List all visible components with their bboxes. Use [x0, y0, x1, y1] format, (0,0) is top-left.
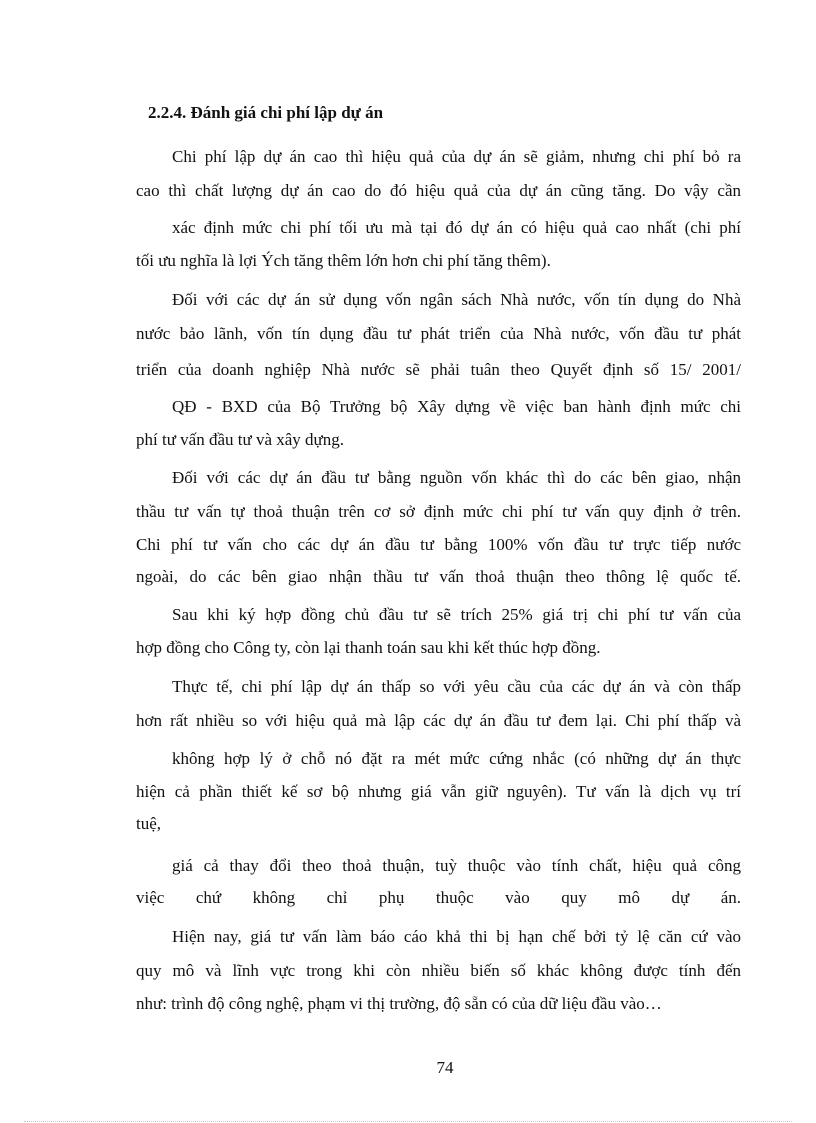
text-line: tuệ, [136, 814, 162, 833]
text-line: nước bảo lãnh, vốn tín dụng đầu tư phát triển của Nhà nước, vốn đầu tư phát [136, 324, 741, 343]
text-line: tối ưu nghĩa là lợi Ých tăng thêm lớn hơn chi phí tăng thêm). [136, 251, 551, 270]
text-line: Hiện nay, giá tư vấn làm báo cáo khả thi bị hạn chế bởi tỷ lệ căn cứ vào [172, 927, 741, 946]
text-line: xác định mức chi phí tối ưu mà tại đó dự án có hiệu quả cao nhất (chi phí [172, 218, 741, 237]
section-heading: 2.2.4. Đánh giá chi phí lập dự án [148, 103, 384, 122]
text-line: Đối với các dự án sử dụng vốn ngân sách Nhà nước, vốn tín dụng do Nhà [172, 290, 741, 309]
text-line: hợp đồng cho Công ty, còn lại thanh toán sau khi kết thúc hợp đồng. [136, 638, 601, 657]
text-line: hơn rất nhiều so với hiệu quả mà lập các dự án đầu tư đem lại. Chi phí thấp và [136, 711, 741, 730]
text-line: Sau khi ký hợp đồng chủ đầu tư sẽ trích 25% giá trị chi phí tư vấn của [172, 605, 741, 624]
text-line: cao thì chất lượng dự án cao do đó hiệu quả của dự án cũng tăng. Do vậy cần [136, 181, 741, 200]
text-line: Thực tế, chi phí lập dự án thấp so với yêu cầu của các dự án và còn thấp [172, 677, 741, 696]
text-line: Đối với các dự án đầu tư bằng nguồn vốn khác thì do các bên giao, nhận [172, 468, 741, 487]
text-line: không hợp lý ở chỗ nó đặt ra mét mức cứng nhắc (có những dự án thực [172, 749, 741, 768]
text-line: ngoài, do các bên giao nhận thầu tư vấn thoả thuận theo thông lệ quốc tế. [136, 567, 741, 586]
text-line: quy mô và lĩnh vực trong khi còn nhiều biến số khác không được tính đến [136, 961, 741, 980]
text-line: triển của doanh nghiệp Nhà nước sẽ phải tuân theo Quyết định số 15/ 2001/ [136, 360, 741, 379]
text-line: Chi phí tư vấn cho các dự án đầu tư bằng 100% vốn đầu tư trực tiếp nước [136, 535, 741, 554]
text-line: Chi phí lập dự án cao thì hiệu quả của dự án sẽ giảm, nhưng chi phí bỏ ra [172, 147, 741, 166]
page-number: 74 [436, 1058, 454, 1077]
text-line: như: trình độ công nghệ, phạm vi thị trường, độ sẵn có của dữ liệu đầu vào… [136, 994, 662, 1013]
text-line: việc chứ không chỉ phụ thuộc vào quy mô dự án. [136, 888, 741, 907]
text-line: phí tư vấn đầu tư và xây dựng. [136, 430, 344, 449]
text-line: thầu tư vấn tự thoả thuận trên cơ sở định mức chi phí tư vấn quy định ở trên. [136, 502, 741, 521]
footer-divider [24, 1121, 792, 1122]
text-line: hiện cả phần thiết kế sơ bộ nhưng giá vẫn giữ nguyên). Tư vấn là dịch vụ trí [136, 782, 741, 801]
text-line: QĐ - BXD của Bộ Trưởng bộ Xây dựng về việc ban hành định mức chi [172, 397, 741, 416]
text-line: giá cả thay đổi theo thoả thuận, tuỳ thuộc vào tính chất, hiệu quả công [172, 856, 741, 875]
